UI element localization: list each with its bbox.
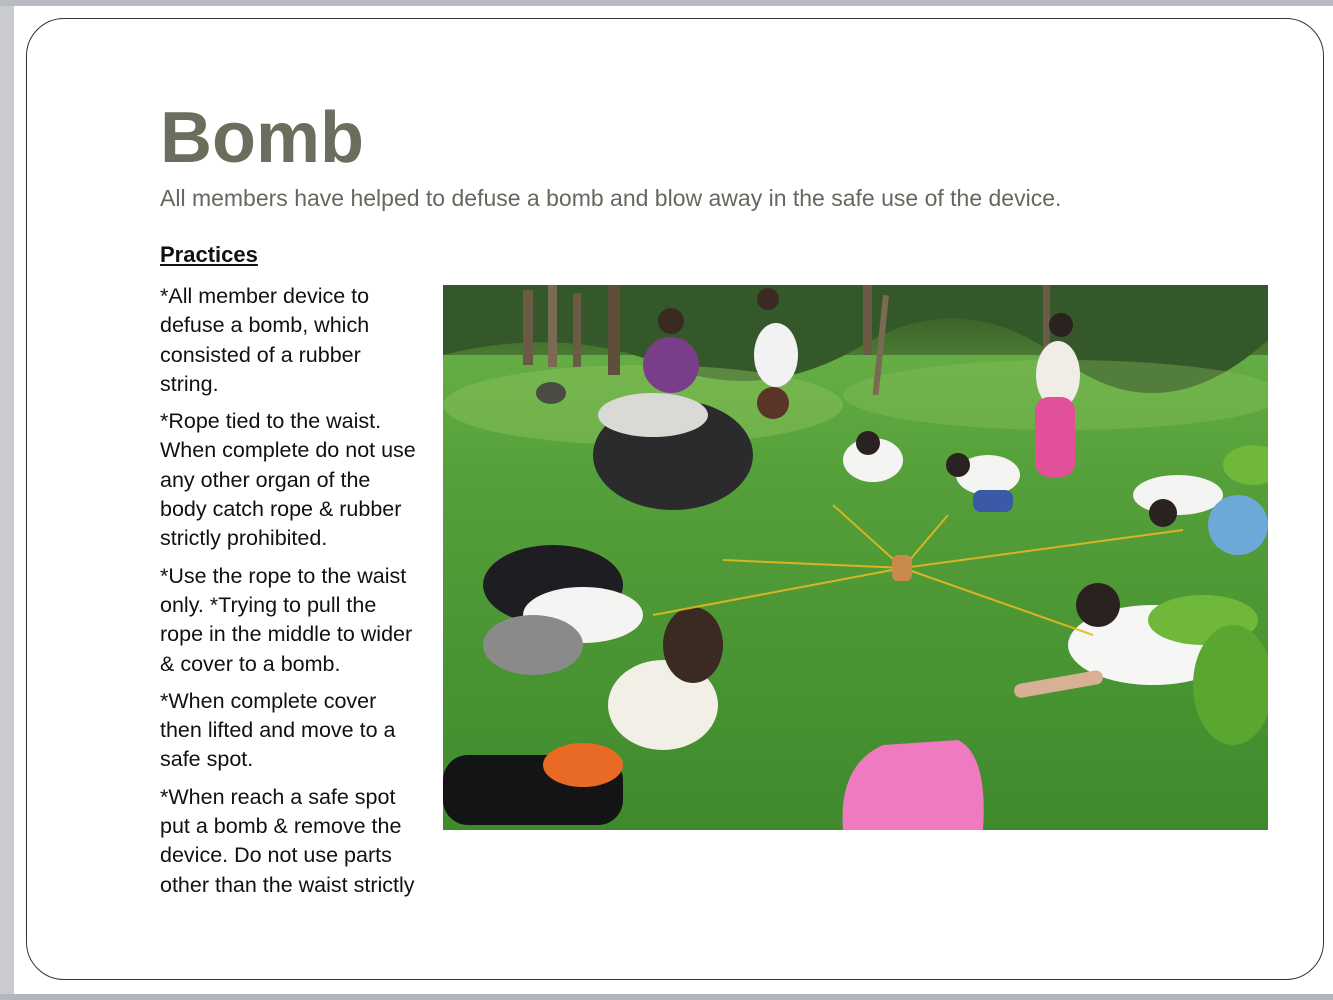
practice-item: *All member device to defuse a bomb, which consisted of a rubber string. <box>160 284 370 396</box>
window-bottom-strip <box>0 994 1333 1000</box>
practice-item: *When complete cover then lifted and move to a safe spot. <box>160 688 396 772</box>
practice-item: *Use the rope to the waist only. *Trying to pull the rope in the middle to wider & cover to a bomb. <box>160 563 413 676</box>
practice-item: *Rope tied to the waist. When complete do not use any other organ of the body catch rope & rubber strictly prohibited. <box>160 409 416 551</box>
photo-people-crawling-on-grass <box>443 285 1268 830</box>
slide-subtitle: All members have helped to defuse a bomb and blow away in the safe use of the device. <box>160 185 1062 211</box>
document-page <box>14 6 1333 994</box>
practices-list <box>160 282 420 908</box>
activity-photo <box>443 285 1268 830</box>
practice-item: *When reach a safe spot put a bomb & remove the device. Do not use parts other than the waist strictly <box>160 784 415 897</box>
practices-heading: Practices <box>160 242 258 267</box>
slide-title: Bomb <box>160 98 364 178</box>
